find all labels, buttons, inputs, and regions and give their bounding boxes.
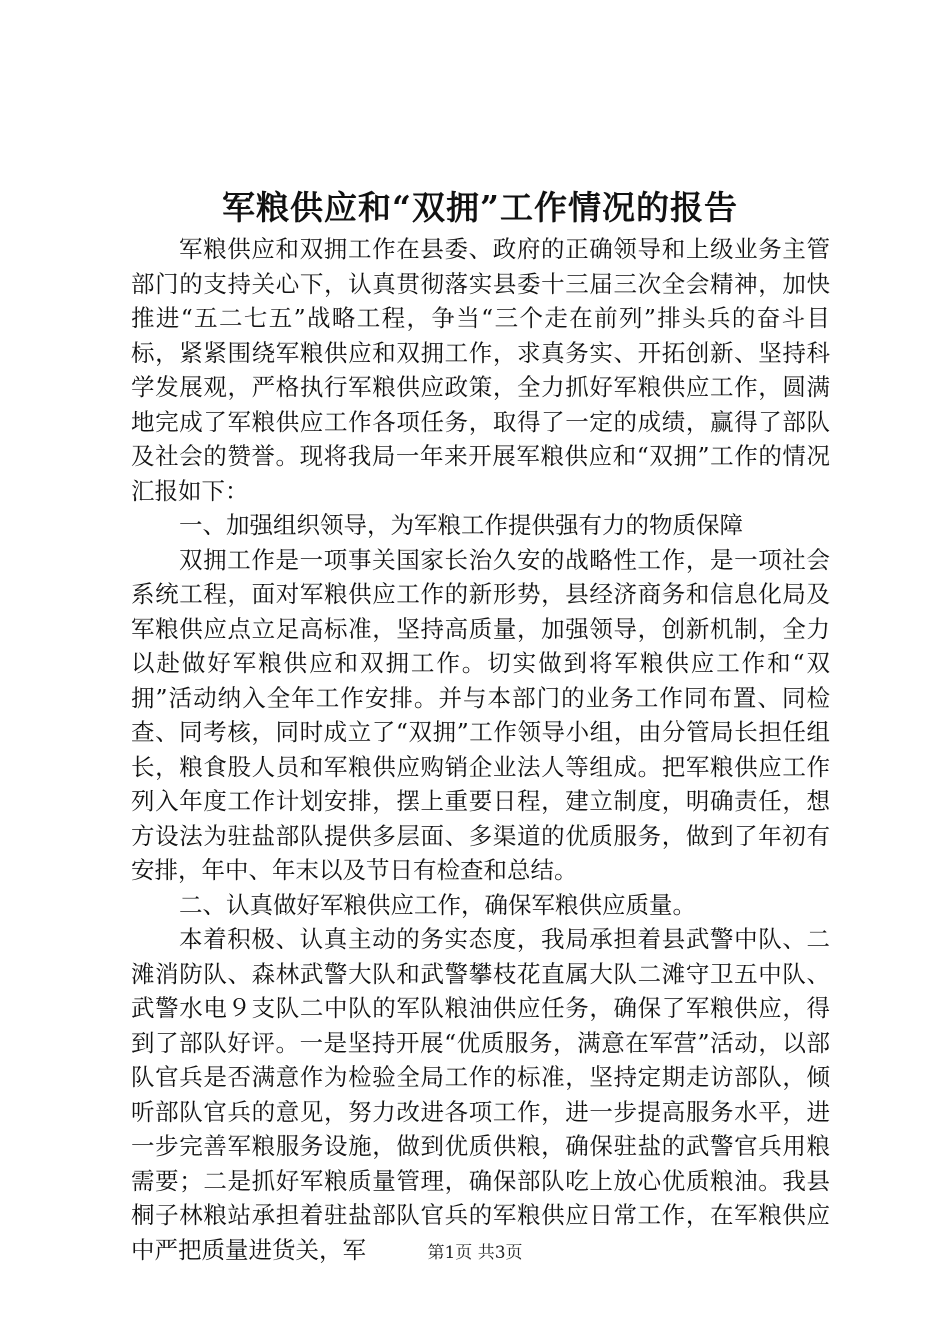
document-body [131, 232, 830, 1267]
intro-paragraph: 军粮供应和双拥工作在县委、政府的正确领导和上级业务主管部门的支持关心下，认真贯彻落实县委十三届三次全会精神，加快推进“五二七五”战略工程，争当“三个走在前列”排头兵的奋斗目标，紧紧围绕军粮供应和双拥工作，求真务实、开拓创新、坚持科学发展观，严格执行军粮供应政策，全力抓好军粮供应工作，圆满地完成了军粮供应工作各项任务，取得了一定的成绩，赢得了部队及社会的赞誉。现将我局一年来开展军粮供应和“双拥”工作的情况汇报如下： [131, 235, 830, 505]
document-title: 军粮供应和“双拥”工作情况的报告 [222, 188, 738, 227]
section-heading-1: 一、加强组织领导，为军粮工作提供强有力的物质保障 [179, 511, 743, 539]
section-1-paragraph: 双拥工作是一项事关国家长治久安的战略性工作，是一项社会系统工程，面对军粮供应工作的新形势，县经济商务和信息化局及军粮供应点立足高标准，坚持高质量，加强领导，创新机制，全力以赴做好军粮供应和双拥工作。切实做到将军粮供应工作和“双拥”活动纳入全年工作安排。并与本部门的业务工作同布置、同检查、同考核，同时成立了“双拥”工作领导小组，由分管局长担任组长，粮食股人员和军粮供应购销企业法人等组成。把军粮供应工作列入年度工作计划安排，摆上重要日程，建立制度，明确责任，想方设法为驻盐部队提供多层面、多渠道的优质服务，做到了年初有安排，年中、年末以及节日有检查和总结。 [131, 545, 830, 884]
section-2-paragraph: 本着积极、认真主动的务实态度，我局承担着县武警中队、二滩消防队、森林武警大队和武警攀枝花直属大队二滩守卫五中队、武警水电９支队二中队的军队粮油供应任务，确保了军粮供应，得到了部队好评。一是坚持开展“优质服务，满意在军营”活动，以部队官兵是否满意作为检验全局工作的标准，坚持定期走访部队，倾听部队官兵的意见，努力改进各项工作，进一步提高服务水平，进一步完善军粮服务设施，做到优质供粮，确保驻盐的武警官兵用粮需要；二是抓好军粮质量管理，确保部队吃上放心优质粮油。我县桐子林粮站承担着驻盐部队官兵的军粮供应日常工作，在军粮供应中严把质量进货关，军 [131, 925, 830, 1264]
page-footer: 第1页 共3页 [427, 1243, 523, 1263]
section-heading-2: 二、认真做好军粮供应工作，确保军粮供应质量。 [179, 890, 696, 919]
